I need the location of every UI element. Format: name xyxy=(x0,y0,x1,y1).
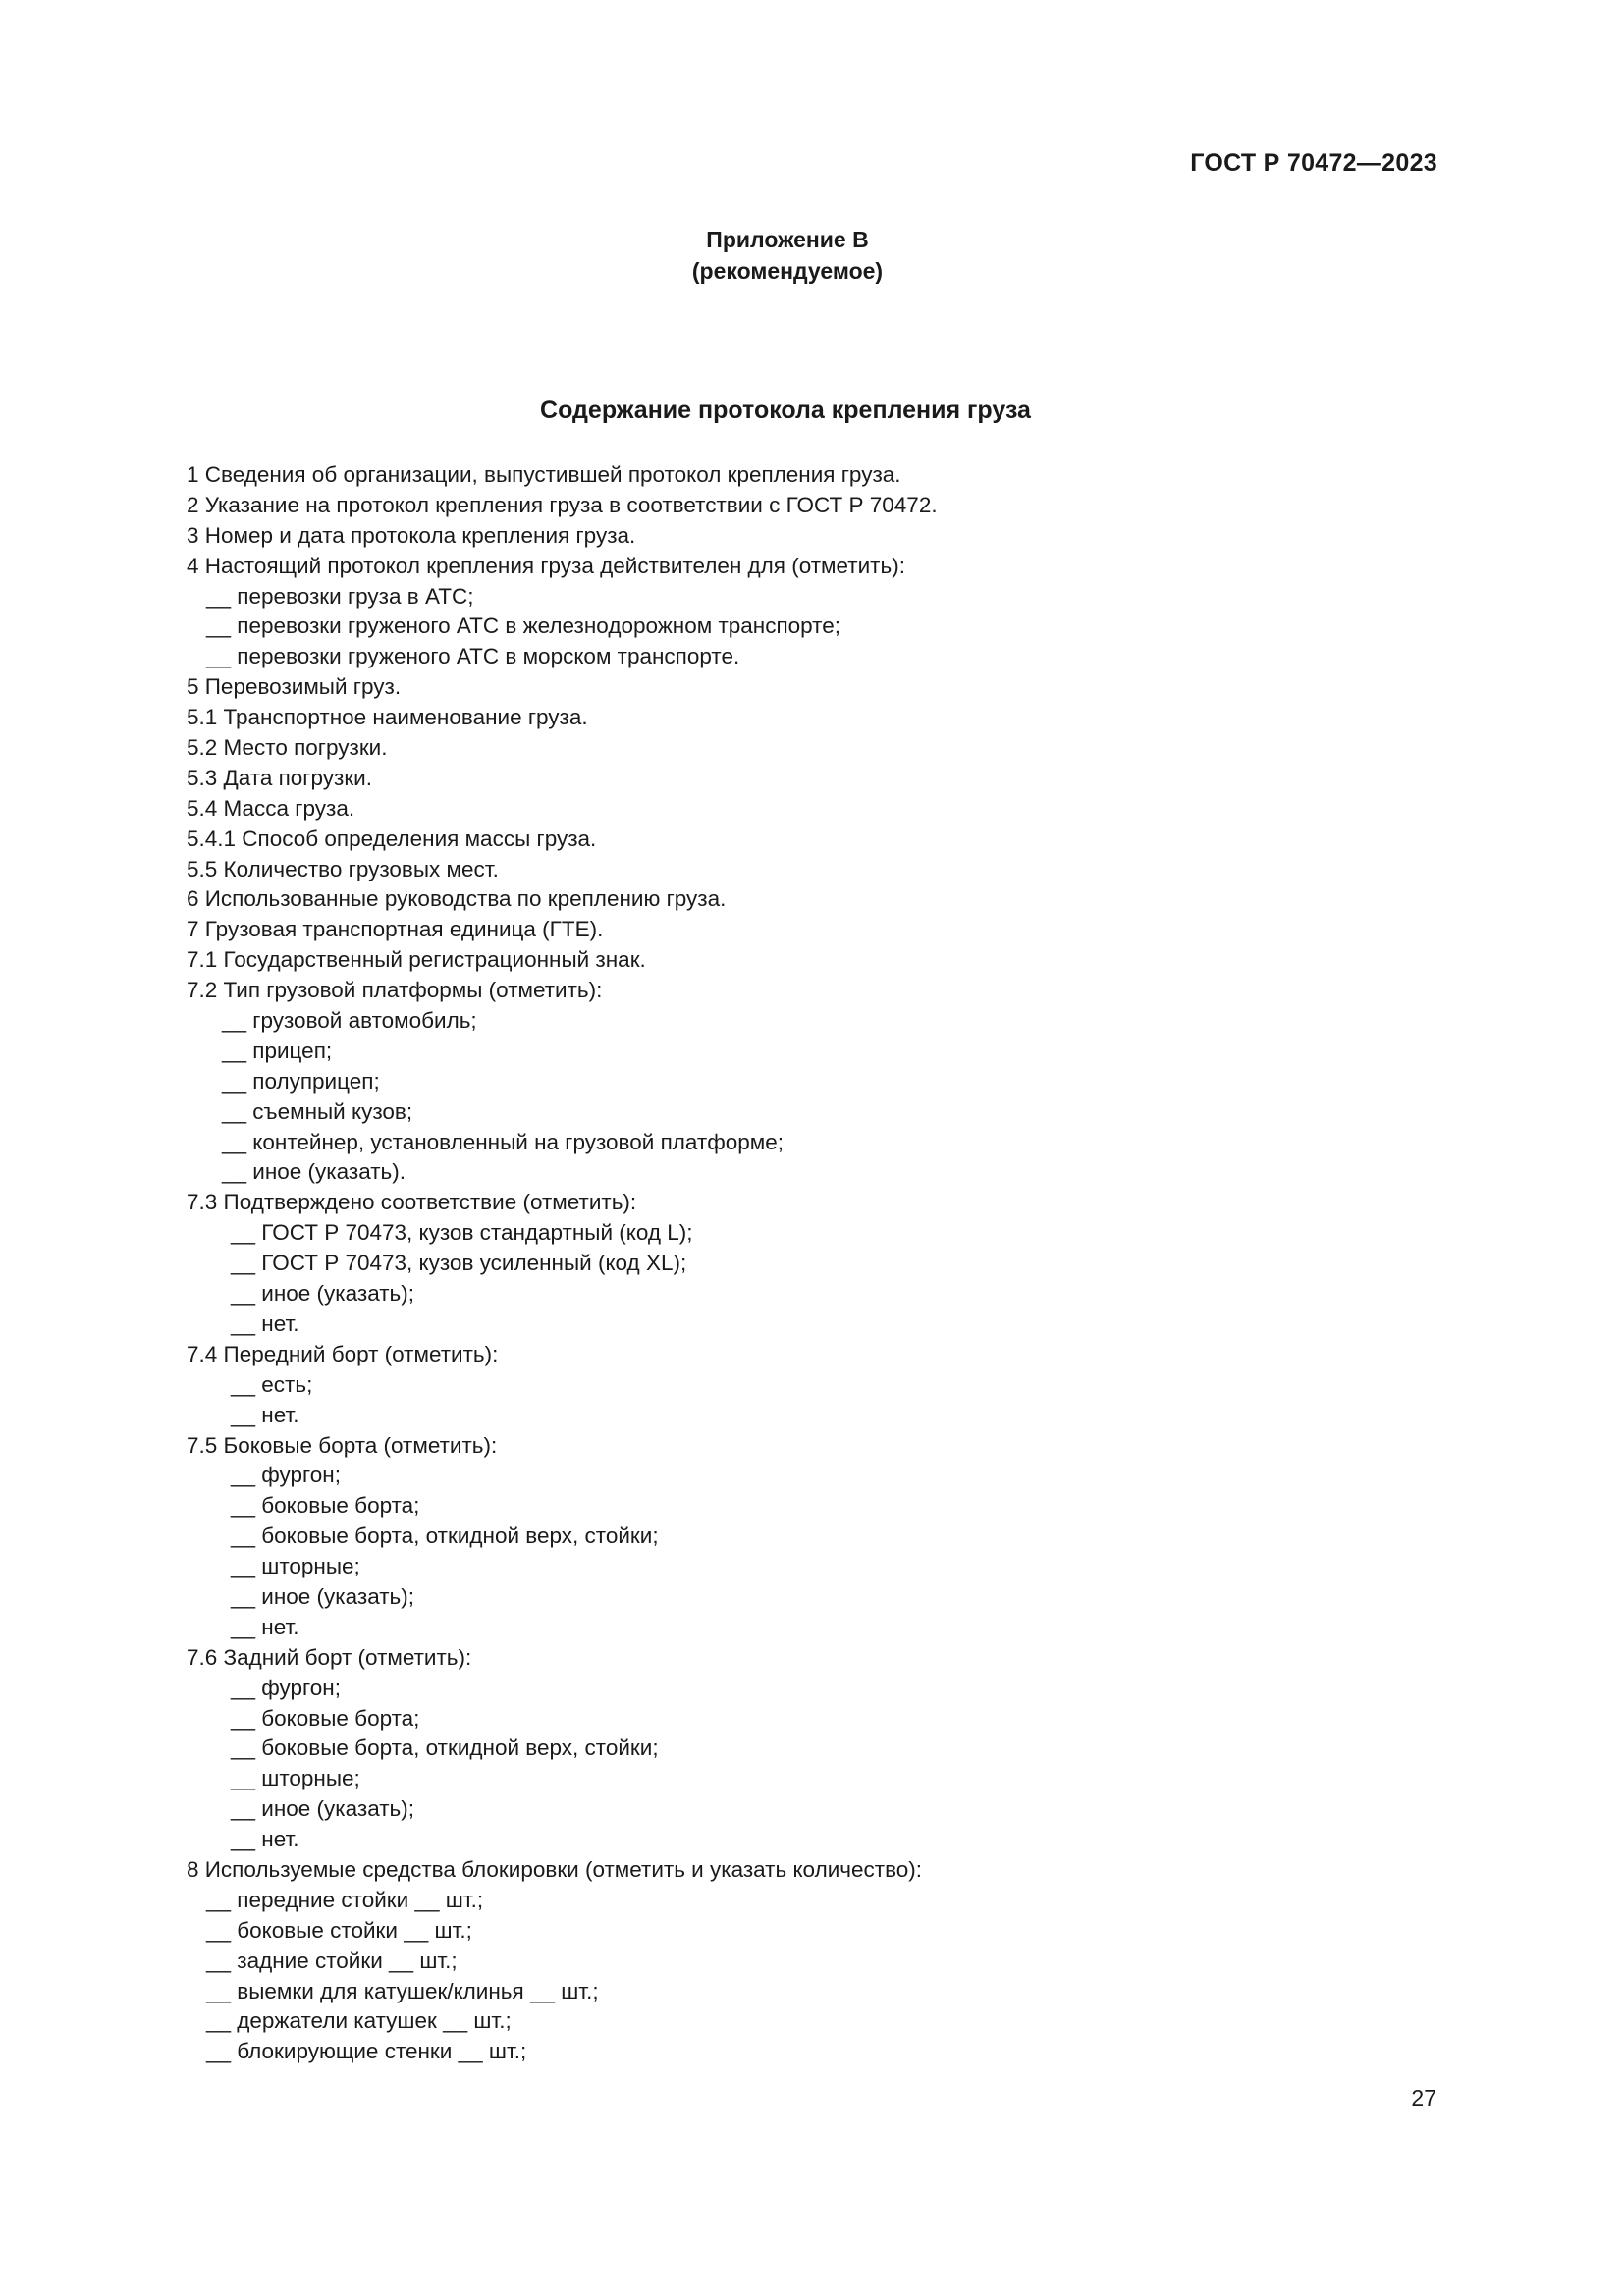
checkbox-option-line: __ шторные; xyxy=(231,1766,360,1791)
annex-subtitle: (рекомендуемое) xyxy=(691,258,884,284)
checkbox-option-line: __ иное (указать); xyxy=(231,1796,414,1822)
list-item: 5.1 Транспортное наименование груза. xyxy=(187,705,588,730)
checkbox-option-line: __ нет. xyxy=(231,1402,299,1427)
list-item: 6 Использованные руководства по креплению груза. xyxy=(187,886,727,912)
checkbox-option-line: __ шторные; xyxy=(231,1554,360,1579)
list-item: 3 Номер и дата протокола крепления груза. xyxy=(187,522,636,548)
checkbox-option-line: __ задние стойки __ шт.; xyxy=(206,1948,458,1973)
checkbox-option-line: __ перевозки груза в АТС; xyxy=(206,583,474,609)
checkbox-option-line: __ ГОСТ Р 70473, кузов стандартный (код L); xyxy=(231,1220,693,1246)
checkbox-option-line: __ выемки для катушек/клинья __ шт.; xyxy=(206,1978,599,2003)
checkbox-option-line: __ нет. xyxy=(231,1310,299,1336)
checkbox-option-line: __ полуприцеп; xyxy=(222,1068,380,1094)
list-item: 7.6 Задний борт (отметить): xyxy=(187,1644,472,1670)
list-item: 5.4 Масса груза. xyxy=(187,795,355,821)
list-item: 7.4 Передний борт (отметить): xyxy=(187,1341,499,1366)
document-code: ГОСТ Р 70472—2023 xyxy=(1190,149,1437,177)
list-item: 7.3 Подтверждено соответствие (отметить): xyxy=(187,1190,637,1215)
checkbox-option-line: __ нет. xyxy=(231,1614,299,1639)
checkbox-option-line: __ фургон; xyxy=(231,1463,341,1488)
checkbox-option-line: __ держатели катушек __ шт.; xyxy=(206,2008,512,2034)
list-item: 7.5 Боковые борта (отметить): xyxy=(187,1432,498,1458)
list-item: 5 Перевозимый груз. xyxy=(187,674,402,700)
checkbox-option-line: __ перевозки груженого АТС в морском транспорте. xyxy=(206,644,740,669)
checkbox-option-line: __ боковые борта; xyxy=(231,1493,420,1519)
checkbox-option-line: __ боковые стойки __ шт.; xyxy=(206,1917,472,1943)
checkbox-option-line: __ контейнер, установленный на грузовой платформе; xyxy=(222,1129,785,1154)
list-item: 8 Используемые средства блокировки (отметить и указать количество): xyxy=(187,1856,923,1882)
list-item: 7 Грузовая транспортная единица (ГТЕ). xyxy=(187,917,604,942)
list-item: 2 Указание на протокол крепления груза в соответствии с ГОСТ Р 70472. xyxy=(187,492,938,517)
checkbox-option-line: __ блокирующие стенки __ шт.; xyxy=(206,2039,527,2064)
list-item: 5.3 Дата погрузки. xyxy=(187,765,372,790)
checkbox-option-line: __ боковые борта, откидной верх, стойки; xyxy=(231,1735,659,1761)
checkbox-option-line: __ есть; xyxy=(231,1371,313,1397)
checkbox-option-line: __ перевозки груженого АТС в железнодорожном транспорте; xyxy=(206,614,840,639)
checkbox-option-line: __ нет. xyxy=(231,1827,299,1852)
list-item: 7.1 Государственный регистрационный знак. xyxy=(187,947,646,973)
annex-title: Приложение В xyxy=(706,227,869,252)
list-item: 7.2 Тип грузовой платформы (отметить): xyxy=(187,978,603,1003)
checkbox-option-line: __ грузовой автомобиль; xyxy=(222,1008,477,1034)
checkbox-option-line: __ иное (указать). xyxy=(222,1159,406,1185)
checkbox-option-line: __ иное (указать); xyxy=(231,1281,414,1307)
list-item: 5.4.1 Способ определения массы груза. xyxy=(187,826,597,851)
list-item: 5.5 Количество грузовых мест. xyxy=(187,856,499,881)
list-item: 5.2 Место погрузки. xyxy=(187,735,388,761)
page-number: 27 xyxy=(1411,2085,1436,2110)
checkbox-option-line: __ ГОСТ Р 70473, кузов усиленный (код XL); xyxy=(231,1251,687,1276)
checkbox-option-line: __ прицеп; xyxy=(222,1038,333,1063)
section-title: Содержание протокола крепления груза xyxy=(540,397,1031,424)
checkbox-option-line: __ иное (указать); xyxy=(231,1583,414,1609)
protocol-content-list xyxy=(187,460,1463,2067)
checkbox-option-line: __ боковые борта, откидной верх, стойки; xyxy=(231,1523,659,1549)
checkbox-option-line: __ передние стойки __ шт.; xyxy=(206,1887,484,1912)
list-item: 4 Настоящий протокол крепления груза действителен для (отметить): xyxy=(187,553,905,578)
checkbox-option-line: __ фургон; xyxy=(231,1675,341,1700)
checkbox-option-line: __ съемный кузов; xyxy=(222,1098,413,1124)
checkbox-option-line: __ боковые борта; xyxy=(231,1705,420,1731)
annex-heading xyxy=(0,224,1575,287)
list-item: 1 Сведения об организации, выпустившей протокол крепления груза. xyxy=(187,462,901,487)
